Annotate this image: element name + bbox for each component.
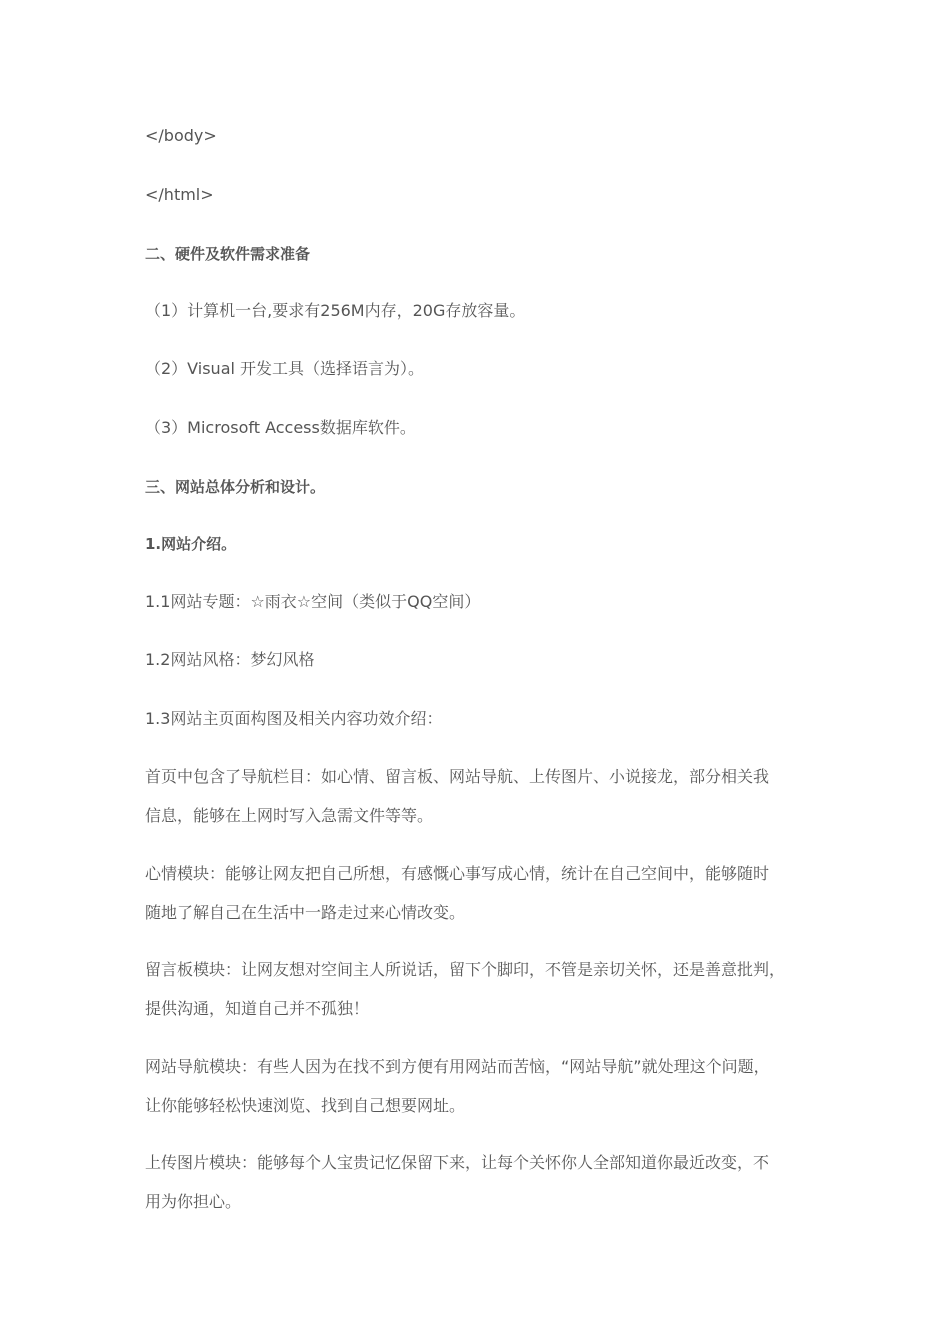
- requirement-item-3: （3）Microsoft Access数据库软件。: [145, 418, 416, 437]
- site-style: 1.2网站风格：梦幻风格: [145, 650, 315, 669]
- requirement-item-2: （2）Visual 开发工具（选择语言为）。: [145, 359, 425, 378]
- guestbook-module-line-2: 提供沟通，知道自己并不孤独！: [145, 999, 370, 1018]
- navigation-module-line-1: 网站导航模块：有些人因为在找不到方便有用网站而苦恼，“网站导航”就处理这个问题，: [145, 1057, 770, 1076]
- mood-module-line-1: 心情模块：能够让网友把自己所想，有感慨心事写成心情，统计在自己空间中，能够随时: [145, 864, 770, 883]
- mood-module-line-2: 随地了解自己在生活中一路走过来心情改变。: [145, 903, 466, 922]
- upload-module-line-1: 上传图片模块：能够每个人宝贵记忆保留下来，让每个关怀你人全部知道你最近改变，不: [145, 1153, 770, 1172]
- guestbook-module-line-1: 留言板模块：让网友想对空间主人所说话，留下个脚印，不管是亲切关怀，还是善意批判，: [145, 960, 786, 979]
- code-line-html-close: </html>: [145, 185, 214, 204]
- subsection-heading-site-intro: 1.网站介绍。: [145, 535, 237, 553]
- navigation-module-line-2: 让你能够轻松快速浏览、找到自己想要网址。: [145, 1096, 466, 1115]
- site-topic: 1.1网站专题：☆雨衣☆空间（类似于QQ空间）: [145, 592, 481, 611]
- code-line-body-close: </body>: [145, 126, 217, 145]
- homepage-paragraph-line-2: 信息，能够在上网时写入急需文件等等。: [145, 806, 434, 825]
- section-heading-site-analysis: 三、网站总体分析和设计。: [145, 478, 326, 496]
- site-layout-intro: 1.3网站主页面构图及相关内容功效介绍：: [145, 709, 443, 728]
- requirement-item-1: （1）计算机一台,要求有256M内存，20G存放容量。: [145, 301, 526, 320]
- section-heading-hardware-software: 二、硬件及软件需求准备: [145, 245, 311, 263]
- homepage-paragraph-line-1: 首页中包含了导航栏目：如心情、留言板、网站导航、上传图片、小说接龙，部分相关我: [145, 767, 770, 786]
- upload-module-line-2: 用为你担心。: [145, 1192, 242, 1211]
